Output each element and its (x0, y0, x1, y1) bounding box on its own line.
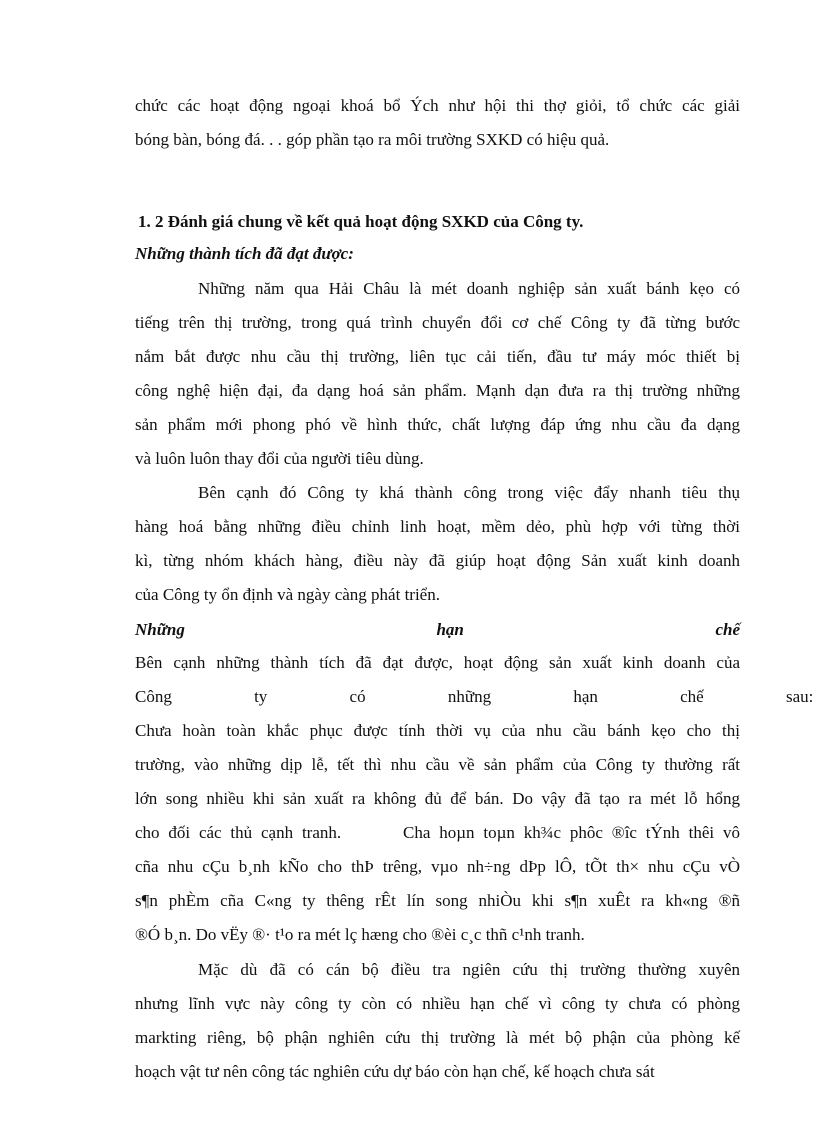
paragraph-line: Những năm qua Hải Châu là mét doanh nghiệp sản xuất bánh kẹo có (198, 279, 740, 298)
paragraph-line: trường, vào những dịp lễ, tết thì nhu cầu về sản phẩm của Công ty thường rất (135, 755, 740, 774)
paragraph-line: ®Ó b¸n. Do vËy ®· t¹o ra mét lç hæng cho ®èi c¸c thñ c¹nh tranh. (135, 925, 585, 944)
paragraph-line: sản phẩm mới phong phó về hình thức, chất lượng đáp ứng nhu cầu đa dạng (135, 415, 740, 434)
paragraph-line: markting riêng, bộ phận nghiên cứu thị trường là mét bộ phận của phòng kế (135, 1028, 740, 1047)
paragraph-line: hàng hoá bằng những điều chỉnh linh hoạt, mềm dẻo, phù hợp với từng thời (135, 517, 740, 536)
paragraph-line: cho đối các thủ cạnh tranh. Cha hoµn toµn kh¾c phôc ®îc tÝnh thêi vô (135, 823, 740, 842)
paragraph-line: nhưng lĩnh vực này công ty còn có nhiều hạn chế vì công ty chưa có phòng (135, 994, 740, 1013)
paragraph-line: tiếng trên thị trường, trong quá trình chuyển đổi cơ chế Công ty đã từng bước (135, 313, 740, 332)
paragraph-line: của Công ty ổn định và ngày càng phát triển. (135, 585, 440, 604)
paragraph-line: kì, từng nhóm khách hàng, điều này đã giúp hoạt động Sản xuất kinh doanh (135, 551, 740, 570)
paragraph-line: nắm bắt được nhu cầu thị trường, liên tục cải tiến, đầu tư máy móc thiết bị (135, 347, 740, 366)
section-heading: 1. 2 Đánh giá chung về kết quả hoạt động SXKD của Công ty. (138, 212, 584, 231)
paragraph-line: Bên cạnh những thành tích đã đạt được, hoạt động sản xuất kinh doanh của (135, 653, 740, 672)
paragraph-line: s¶n phÈm cña C«ng ty thêng rÊt lín song nhiÒu khi s¶n xuÊt ra kh«ng ®ñ (135, 891, 740, 910)
paragraph-line: và luôn luôn thay đổi của người tiêu dùng. (135, 449, 424, 468)
paragraph-line: Công ty có những hạn chế sau: (135, 687, 814, 706)
intro-line-2: bóng bàn, bóng đá. . . góp phần tạo ra môi trường SXKD có hiệu quả. (135, 130, 610, 149)
intro-line-1: chức các hoạt động ngoại khoá bổ Ých như hội thi thợ giỏi, tổ chức các giải (135, 96, 740, 115)
paragraph-line: công nghệ hiện đại, đa dạng hoá sản phẩm. Mạnh dạn đưa ra thị trường những (135, 381, 740, 400)
paragraph-line: hoạch vật tư nên công tác nghiên cứu dự báo còn hạn chế, kế hoạch chưa sát (135, 1062, 655, 1081)
subheading-achievements: Những thành tích đã đạt được: (135, 244, 354, 263)
paragraph-line: Chưa hoàn toàn khắc phục được tính thời vụ của nhu cầu bánh kẹo cho thị (135, 721, 740, 740)
paragraph-line: Mặc dù đã có cán bộ điều tra ngiên cứu thị trường thường xuyên (198, 960, 740, 979)
paragraph-line: Bên cạnh đó Công ty khá thành công trong việc đẩy nhanh tiêu thụ (198, 483, 740, 502)
paragraph-line: lớn song nhiều khi sản xuất ra không đủ để bán. Do vậy đã tạo ra mét lỗ hổng (135, 789, 740, 808)
subheading-limitations: Những hạn chế (135, 620, 740, 639)
paragraph-line: cña nhu cÇu b¸nh kÑo cho thÞ trêng, vµo nh÷ng dÞp lÔ, tÕt th× nhu cÇu vÒ (135, 857, 740, 876)
